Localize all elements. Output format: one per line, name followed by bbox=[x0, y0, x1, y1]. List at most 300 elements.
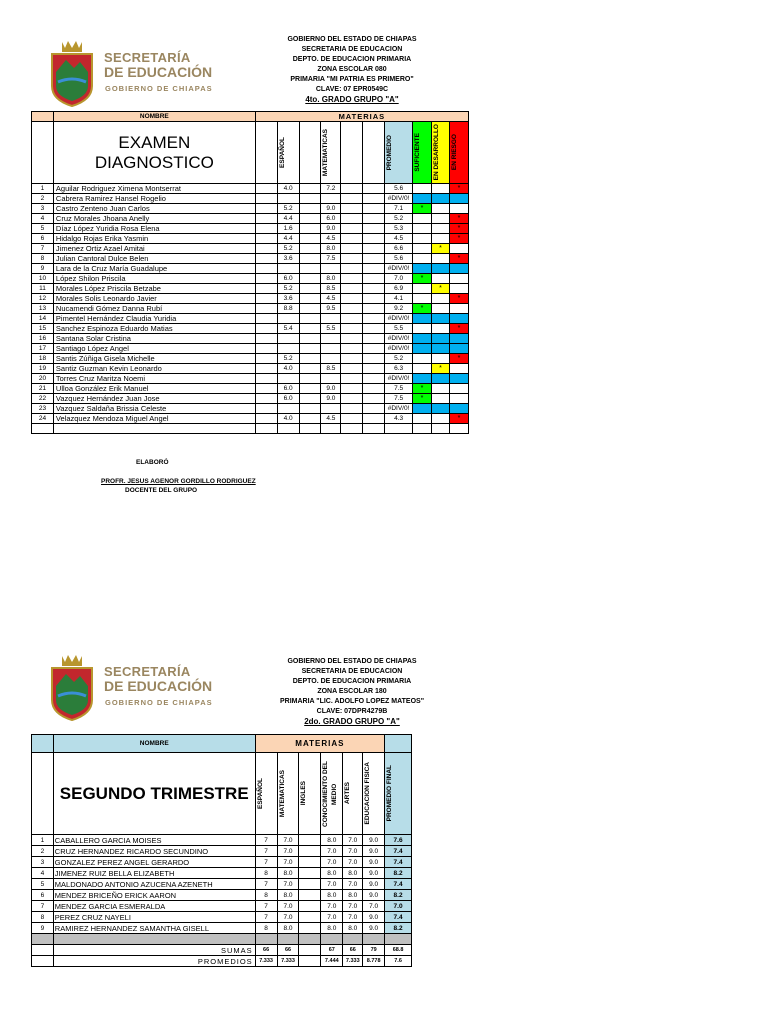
grade-cell: 7.0 bbox=[343, 879, 363, 890]
grade-cell: 8.0 bbox=[343, 890, 363, 901]
empty-cell bbox=[363, 294, 385, 304]
promrow-value: 7.333 bbox=[343, 956, 363, 967]
grade-espanol: 5.4 bbox=[277, 324, 299, 334]
grade-espanol: 1.6 bbox=[277, 224, 299, 234]
empty-cell bbox=[299, 354, 321, 364]
status-cell bbox=[413, 404, 432, 414]
status-cell bbox=[449, 204, 468, 214]
header-line: ZONA ESCOLAR 080 bbox=[317, 66, 387, 73]
table-row bbox=[32, 204, 469, 214]
row-number: 21 bbox=[32, 384, 54, 394]
grade-espanol bbox=[277, 194, 299, 204]
status-cell bbox=[413, 284, 432, 294]
empty-cell bbox=[341, 394, 363, 404]
grade-cell: 7.0 bbox=[343, 901, 363, 912]
status-marker: * bbox=[449, 324, 468, 334]
empty-cell bbox=[299, 384, 321, 394]
table-row bbox=[32, 334, 469, 344]
grade-cell: 7.0 bbox=[363, 901, 385, 912]
empty-cell bbox=[341, 364, 363, 374]
status-cell bbox=[413, 224, 432, 234]
signer-role: DOCENTE DEL GRUPO bbox=[125, 487, 198, 494]
status-marker: * bbox=[413, 304, 432, 314]
secretaria-logo bbox=[48, 38, 213, 110]
status-marker: * bbox=[449, 294, 468, 304]
grade-cell: 8.0 bbox=[277, 890, 299, 901]
empty-cell bbox=[255, 384, 277, 394]
student-name: MALDONADO ANTONIO AZUCENA AZENETH bbox=[53, 879, 255, 890]
status-cell bbox=[432, 294, 450, 304]
row-number: 7 bbox=[32, 244, 54, 254]
row-number: 22 bbox=[32, 394, 54, 404]
sheet1-header bbox=[262, 35, 442, 105]
col-conocimiento-medio: CONOCIMIENTO DEL MEDIO bbox=[322, 760, 339, 827]
grade-espanol: 4.4 bbox=[277, 214, 299, 224]
status-cell bbox=[432, 254, 450, 264]
grade-cell: 9.0 bbox=[363, 835, 385, 846]
student-name: Santiz Guzman Kevin Leonardo bbox=[53, 364, 255, 374]
student-name: Morales Solis Leonardo Javier bbox=[53, 294, 255, 304]
grade-cell: 7.0 bbox=[277, 901, 299, 912]
status-cell bbox=[432, 194, 450, 204]
status-marker: * bbox=[413, 274, 432, 284]
sumasrow-value: 67 bbox=[321, 945, 343, 956]
table-row bbox=[32, 284, 469, 294]
grade-cell bbox=[299, 868, 321, 879]
empty-cell bbox=[255, 244, 277, 254]
table-row bbox=[32, 835, 412, 846]
materias-header: MATERIAS bbox=[255, 112, 468, 122]
grade-cell: 8.0 bbox=[321, 890, 343, 901]
table-row bbox=[32, 868, 412, 879]
grade-cell: 7.0 bbox=[277, 846, 299, 857]
empty-cell bbox=[255, 254, 277, 264]
table-row bbox=[32, 244, 469, 254]
empty-cell bbox=[363, 334, 385, 344]
status-cell bbox=[449, 404, 468, 414]
col-ingles: INGLES bbox=[300, 781, 308, 806]
nombre-header: NOMBRE bbox=[53, 735, 255, 753]
empty-cell bbox=[341, 214, 363, 224]
student-name: López Shilon Priscila bbox=[53, 274, 255, 284]
grade-cell: 8.0 bbox=[277, 923, 299, 934]
grade-cell: 7 bbox=[255, 857, 277, 868]
grade-matematicas: 4.5 bbox=[321, 414, 341, 424]
student-name: Aguilar Rodriguez Ximena Montserrat bbox=[53, 184, 255, 194]
header-line: CLAVE: 07 EPR0549C bbox=[315, 86, 389, 93]
status-marker: * bbox=[432, 284, 450, 294]
grade-cell: 8.0 bbox=[277, 868, 299, 879]
grade-cell bbox=[299, 835, 321, 846]
table-row bbox=[32, 214, 469, 224]
table-row bbox=[32, 234, 469, 244]
empty-cell bbox=[363, 354, 385, 364]
empty-cell bbox=[299, 194, 321, 204]
empty-cell bbox=[341, 314, 363, 324]
empty-cell bbox=[255, 314, 277, 324]
table-row bbox=[32, 194, 469, 204]
logo-line-2: DE EDUCACIÓN bbox=[104, 64, 213, 80]
col-suficiente: SUFICIENTE bbox=[414, 133, 422, 172]
grade-promedio: #DIV/0! bbox=[385, 194, 413, 204]
grade-promedio: 4.3 bbox=[385, 414, 413, 424]
table-row bbox=[32, 354, 469, 364]
empty-cell bbox=[32, 956, 54, 967]
grade-cell: 7 bbox=[255, 835, 277, 846]
empty-cell bbox=[299, 364, 321, 374]
row-number: 3 bbox=[32, 857, 54, 868]
grade-cell bbox=[299, 857, 321, 868]
row-number: 23 bbox=[32, 404, 54, 414]
empty-cell bbox=[255, 304, 277, 314]
grade-espanol bbox=[277, 264, 299, 274]
status-cell bbox=[432, 404, 450, 414]
grade-cell: 8.2 bbox=[385, 868, 412, 879]
table-row bbox=[32, 923, 412, 934]
student-name: RAMIREZ HERNANDEZ SAMANTHA GISELL bbox=[53, 923, 255, 934]
row-number: 5 bbox=[32, 879, 54, 890]
empty-cell bbox=[255, 234, 277, 244]
header-line: PRIMARIA "LIC. ADOLFO LOPEZ MATEOS" bbox=[279, 698, 425, 705]
grade-cell: 8.2 bbox=[385, 923, 412, 934]
promrow-value: 7.333 bbox=[277, 956, 299, 967]
table-row bbox=[32, 879, 412, 890]
student-name: Cruz Morales Jhoana Anelly bbox=[53, 214, 255, 224]
grade-espanol bbox=[277, 334, 299, 344]
table-row bbox=[32, 384, 469, 394]
status-cell bbox=[413, 364, 432, 374]
grade-matematicas bbox=[321, 404, 341, 414]
empty-cell bbox=[341, 384, 363, 394]
empty-cell bbox=[299, 274, 321, 284]
table-row bbox=[32, 274, 469, 284]
empty-cell bbox=[255, 224, 277, 234]
grade-espanol: 4.0 bbox=[277, 414, 299, 424]
grade-cell: 7.0 bbox=[321, 879, 343, 890]
grade-label: 4to. GRADO GRUPO "A" bbox=[305, 95, 399, 104]
chiapas-seal-icon bbox=[48, 652, 96, 722]
row-number: 18 bbox=[32, 354, 54, 364]
grade-cell bbox=[299, 890, 321, 901]
promrow-value: 7.444 bbox=[321, 956, 343, 967]
empty-cell bbox=[363, 304, 385, 314]
status-cell bbox=[449, 314, 468, 324]
empty-cell bbox=[363, 264, 385, 274]
row-number: 14 bbox=[32, 314, 54, 324]
status-cell bbox=[449, 344, 468, 354]
row-number: 17 bbox=[32, 344, 54, 354]
grade-promedio: #DIV/0! bbox=[385, 404, 413, 414]
diagnostic-table bbox=[31, 111, 469, 434]
empty-cell bbox=[363, 244, 385, 254]
status-cell bbox=[432, 184, 450, 194]
sumasrow-value: 79 bbox=[363, 945, 385, 956]
empty-cell bbox=[299, 244, 321, 254]
empty-cell bbox=[363, 274, 385, 284]
grade-espanol bbox=[277, 314, 299, 324]
grade-promedio: #DIV/0! bbox=[385, 344, 413, 354]
header-line: GOBIERNO DEL ESTADO DE CHIAPAS bbox=[287, 658, 417, 665]
student-name: Vazquez Hernández Juan Jose bbox=[53, 394, 255, 404]
grade-espanol: 4.0 bbox=[277, 364, 299, 374]
grade-promedio: 4.5 bbox=[385, 234, 413, 244]
table-row bbox=[32, 912, 412, 923]
sumasrow-label: SUMAS bbox=[53, 945, 255, 956]
header-line: GOBIERNO DEL ESTADO DE CHIAPAS bbox=[287, 36, 417, 43]
grade-cell: 8.0 bbox=[321, 835, 343, 846]
grade-cell bbox=[299, 879, 321, 890]
student-name: Vazquez Saldaña Brissia Celeste bbox=[53, 404, 255, 414]
header-line: CLAVE: 07DPR4279B bbox=[316, 708, 388, 715]
col-matematicas: MATEMATICAS bbox=[278, 769, 286, 818]
empty-cell bbox=[255, 354, 277, 364]
student-name: Julian Cantoral Dulce Belen bbox=[53, 254, 255, 264]
status-cell bbox=[432, 274, 450, 284]
header-line: DEPTO. DE EDUCACION PRIMARIA bbox=[292, 678, 412, 685]
grade-espanol bbox=[277, 374, 299, 384]
grade-matematicas: 4.5 bbox=[321, 294, 341, 304]
grade-promedio: 6.3 bbox=[385, 364, 413, 374]
empty-cell bbox=[255, 404, 277, 414]
grade-espanol: 5.2 bbox=[277, 244, 299, 254]
grade-cell: 7.4 bbox=[385, 846, 412, 857]
grade-cell: 9.0 bbox=[363, 846, 385, 857]
status-cell bbox=[449, 394, 468, 404]
status-cell bbox=[432, 234, 450, 244]
grade-promedio: 5.5 bbox=[385, 324, 413, 334]
grade-matematicas bbox=[321, 334, 341, 344]
empty-cell bbox=[363, 384, 385, 394]
grade-promedio: 7.1 bbox=[385, 204, 413, 214]
empty-cell bbox=[341, 244, 363, 254]
grade-cell: 7 bbox=[255, 912, 277, 923]
row-number: 8 bbox=[32, 912, 54, 923]
sumasrow-value: 66 bbox=[343, 945, 363, 956]
promrow-value: 7.6 bbox=[385, 956, 412, 967]
status-marker: * bbox=[413, 384, 432, 394]
grade-promedio: #DIV/0! bbox=[385, 264, 413, 274]
empty-cell bbox=[255, 334, 277, 344]
grade-promedio: 5.6 bbox=[385, 254, 413, 264]
grade-cell: 8.0 bbox=[321, 868, 343, 879]
logo-line-2: DE EDUCACIÓN bbox=[104, 678, 213, 694]
promrow-value: 7.333 bbox=[255, 956, 277, 967]
row-number: 4 bbox=[32, 214, 54, 224]
grade-promedio: 5.2 bbox=[385, 214, 413, 224]
grade-espanol: 6.0 bbox=[277, 274, 299, 284]
grade-matematicas: 8.0 bbox=[321, 244, 341, 254]
empty-cell bbox=[255, 344, 277, 354]
page-title: SEGUNDO TRIMESTRE bbox=[53, 753, 255, 835]
student-name: PEREZ CRUZ NAYELI bbox=[53, 912, 255, 923]
status-cell bbox=[432, 314, 450, 324]
empty-cell bbox=[299, 224, 321, 234]
empty-cell bbox=[299, 314, 321, 324]
grade-espanol: 4.0 bbox=[277, 184, 299, 194]
nombre-header: NOMBRE bbox=[53, 112, 255, 122]
grade-cell: 7.0 bbox=[385, 901, 412, 912]
empty-cell bbox=[341, 344, 363, 354]
empty-cell bbox=[341, 404, 363, 414]
status-marker: * bbox=[449, 234, 468, 244]
grade-cell: 9.0 bbox=[363, 879, 385, 890]
grade-promedio: 5.6 bbox=[385, 184, 413, 194]
grade-matematicas: 9.0 bbox=[321, 384, 341, 394]
empty-cell bbox=[299, 254, 321, 264]
grade-label: 2do. GRADO GRUPO "A" bbox=[304, 717, 400, 726]
empty-cell bbox=[341, 204, 363, 214]
status-marker: * bbox=[449, 254, 468, 264]
empty-cell bbox=[255, 414, 277, 424]
status-marker: * bbox=[432, 244, 450, 254]
status-cell bbox=[432, 394, 450, 404]
logo-line-1: SECRETARÍA bbox=[104, 664, 191, 679]
grade-matematicas: 8.0 bbox=[321, 274, 341, 284]
status-cell bbox=[449, 274, 468, 284]
status-cell bbox=[432, 334, 450, 344]
grade-matematicas: 4.5 bbox=[321, 234, 341, 244]
empty-cell bbox=[299, 324, 321, 334]
grade-matematicas: 7.5 bbox=[321, 254, 341, 264]
grade-cell: 7.0 bbox=[343, 857, 363, 868]
grade-cell: 7.6 bbox=[385, 835, 412, 846]
empty-cell bbox=[341, 194, 363, 204]
empty-cell bbox=[299, 334, 321, 344]
grade-cell bbox=[299, 923, 321, 934]
grade-cell: 7 bbox=[255, 846, 277, 857]
row-number: 24 bbox=[32, 414, 54, 424]
status-cell bbox=[449, 334, 468, 344]
row-number: 20 bbox=[32, 374, 54, 384]
logo-line-1: SECRETARÍA bbox=[104, 50, 191, 65]
row-number: 4 bbox=[32, 868, 54, 879]
grade-cell: 7.4 bbox=[385, 912, 412, 923]
empty-cell bbox=[255, 374, 277, 384]
student-name: Morales López Priscila Betzabe bbox=[53, 284, 255, 294]
sumasrow-value bbox=[299, 945, 321, 956]
student-name: Torres Cruz Maritza Noemi bbox=[53, 374, 255, 384]
empty-cell bbox=[255, 394, 277, 404]
table-row bbox=[32, 264, 469, 274]
row-number: 1 bbox=[32, 184, 54, 194]
row-number: 11 bbox=[32, 284, 54, 294]
student-name: Díaz López Yuridia Rosa Elena bbox=[53, 224, 255, 234]
header-line: SECRETARIA DE EDUCACION bbox=[301, 668, 403, 675]
empty-cell bbox=[363, 314, 385, 324]
materias-header: MATERIAS bbox=[255, 735, 384, 753]
status-marker: * bbox=[449, 184, 468, 194]
empty-cell bbox=[363, 224, 385, 234]
col-espanol: ESPAÑOL bbox=[256, 778, 264, 809]
table-row bbox=[32, 901, 412, 912]
empty-cell bbox=[363, 194, 385, 204]
empty-cell bbox=[363, 204, 385, 214]
empty-cell bbox=[299, 264, 321, 274]
grade-cell bbox=[299, 901, 321, 912]
grade-cell: 8 bbox=[255, 868, 277, 879]
empty-cell bbox=[363, 364, 385, 374]
grade-espanol: 6.0 bbox=[277, 384, 299, 394]
status-cell bbox=[413, 354, 432, 364]
header-line: SECRETARIA DE EDUCACION bbox=[301, 46, 403, 53]
grade-espanol: 5.2 bbox=[277, 284, 299, 294]
status-cell bbox=[432, 204, 450, 214]
student-name: Castro Zenteno Juan Carlos bbox=[53, 204, 255, 214]
student-name: Ulloa González Erik Manuel bbox=[53, 384, 255, 394]
student-name: Nucamendi Gómez Danna Rubí bbox=[53, 304, 255, 314]
empty-cell bbox=[341, 264, 363, 274]
grade-cell: 7.0 bbox=[321, 857, 343, 868]
status-cell bbox=[449, 374, 468, 384]
row-number: 9 bbox=[32, 264, 54, 274]
empty-cell bbox=[255, 284, 277, 294]
promrow-label: PROMEDIOS bbox=[53, 956, 255, 967]
student-name: Santana Solar Cristina bbox=[53, 334, 255, 344]
student-name: CRUZ HERNANDEZ RICARDO SECUNDINO bbox=[53, 846, 255, 857]
status-cell bbox=[432, 354, 450, 364]
grade-promedio: 9.2 bbox=[385, 304, 413, 314]
table-row bbox=[32, 324, 469, 334]
empty-cell bbox=[341, 324, 363, 334]
status-marker: * bbox=[449, 214, 468, 224]
grade-espanol: 5.2 bbox=[277, 354, 299, 364]
student-name: CABALLERO GARCIA MOISES bbox=[53, 835, 255, 846]
grade-cell: 7 bbox=[255, 901, 277, 912]
logo-line-3: GOBIERNO DE CHIAPAS bbox=[105, 698, 213, 707]
grade-cell: 9.0 bbox=[363, 912, 385, 923]
empty-cell bbox=[341, 224, 363, 234]
empty-cell bbox=[255, 274, 277, 284]
table-row bbox=[32, 254, 469, 264]
student-name: Hidalgo Rojas Erika Yasmin bbox=[53, 234, 255, 244]
empty-cell bbox=[255, 184, 277, 194]
empty-cell bbox=[299, 304, 321, 314]
student-name: MENDEZ BRICEÑO ERICK AARON bbox=[53, 890, 255, 901]
grade-promedio: 7.5 bbox=[385, 384, 413, 394]
status-marker: * bbox=[413, 394, 432, 404]
table-row bbox=[32, 394, 469, 404]
status-cell bbox=[432, 344, 450, 354]
grade-promedio: 5.2 bbox=[385, 354, 413, 364]
grade-matematicas bbox=[321, 344, 341, 354]
grade-promedio: 7.5 bbox=[385, 394, 413, 404]
grade-cell: 9.0 bbox=[363, 868, 385, 879]
row-number: 13 bbox=[32, 304, 54, 314]
promrow-value: 8.778 bbox=[363, 956, 385, 967]
row-number: 5 bbox=[32, 224, 54, 234]
promrow-value bbox=[299, 956, 321, 967]
grade-cell: 7.0 bbox=[321, 912, 343, 923]
empty-cell bbox=[299, 414, 321, 424]
student-name: Sanchez Espinoza Eduardo Matias bbox=[53, 324, 255, 334]
table-row bbox=[32, 184, 469, 194]
student-name: Lara de la Cruz María Guadalupe bbox=[53, 264, 255, 274]
empty-cell bbox=[341, 254, 363, 264]
grade-cell: 7.0 bbox=[343, 835, 363, 846]
status-cell bbox=[449, 244, 468, 254]
table-row bbox=[32, 374, 469, 384]
grade-cell: 7.0 bbox=[277, 912, 299, 923]
grade-matematicas: 8.5 bbox=[321, 284, 341, 294]
header-line: PRIMARIA "MI PATRIA ES PRIMERO" bbox=[290, 76, 414, 83]
grade-matematicas: 9.5 bbox=[321, 304, 341, 314]
grade-matematicas: 5.5 bbox=[321, 324, 341, 334]
empty-cell bbox=[341, 414, 363, 424]
empty-cell bbox=[341, 334, 363, 344]
status-cell bbox=[413, 254, 432, 264]
row-number: 9 bbox=[32, 923, 54, 934]
table-row bbox=[32, 890, 412, 901]
